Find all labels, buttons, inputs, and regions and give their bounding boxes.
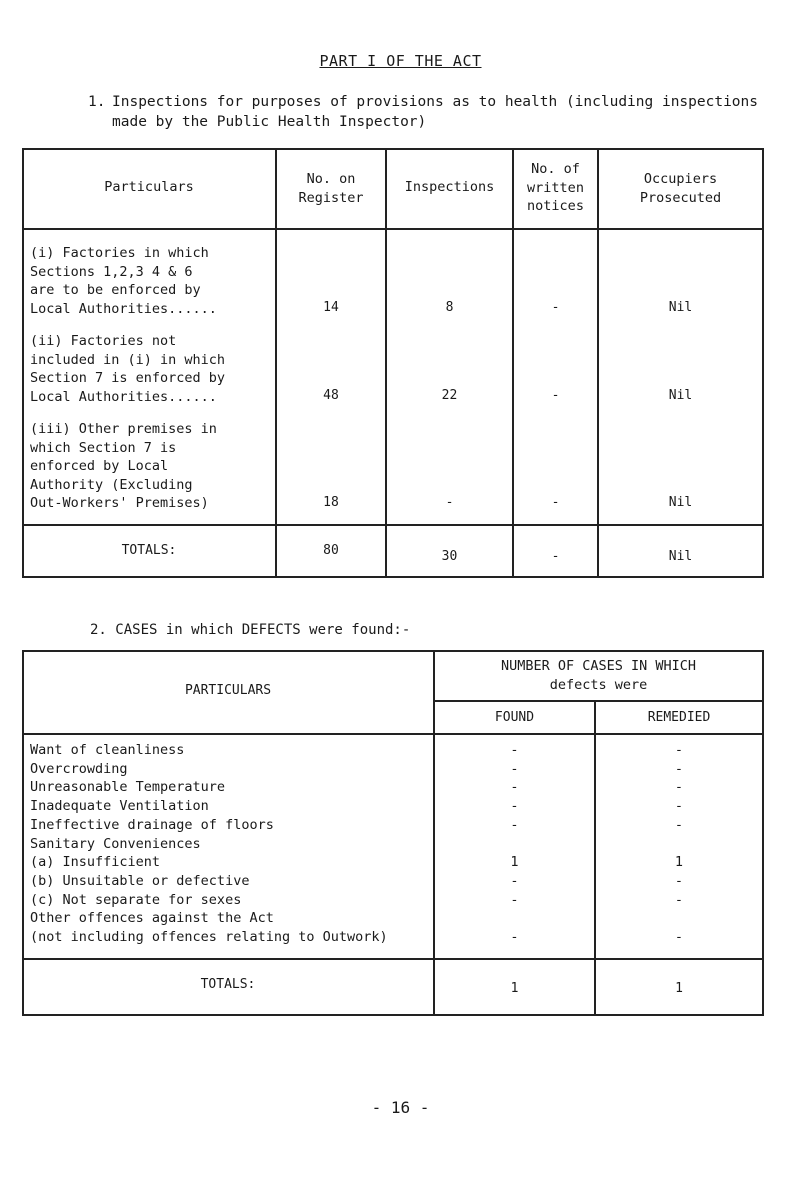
remedied-value: -	[674, 891, 684, 908]
found-value: -	[510, 760, 519, 777]
header-number-of-cases: NUMBER OF CASES IN WHICH defects were	[500, 658, 697, 693]
totals-register: 80	[323, 543, 339, 558]
row1-register: 14	[323, 300, 339, 315]
header-register: No. on Register	[298, 171, 364, 206]
section-1-number: 1.	[88, 94, 106, 110]
header-particulars: Particulars	[104, 179, 194, 195]
row1-prosecuted: Nil	[668, 300, 693, 315]
remedied-value: -	[674, 742, 684, 758]
section-1-intro	[88, 92, 768, 132]
remedied-value: -	[674, 816, 684, 833]
totals-inspections: 30	[441, 549, 458, 564]
page-number: - 16 -	[371, 1098, 430, 1117]
header-particulars-2: PARTICULARS	[184, 683, 272, 698]
row3-inspections: -	[445, 495, 454, 510]
totals-prosecuted: Nil	[668, 549, 693, 564]
row1-inspections: 8	[445, 300, 454, 315]
found-value: -	[510, 929, 519, 945]
row2-notices: -	[551, 388, 560, 403]
found-value: -	[510, 742, 519, 758]
list-item: (b) Unsuitable or defective	[30, 872, 250, 889]
row2-register: 48	[323, 388, 339, 403]
row1-notices: -	[551, 300, 560, 315]
totals-found: 1	[510, 981, 519, 996]
remedied-value: 1	[674, 854, 684, 871]
list-item: (c) Not separate for sexes	[30, 891, 242, 908]
found-value: -	[510, 779, 519, 796]
remedied-value: -	[674, 760, 684, 777]
row3-notices: -	[551, 495, 560, 510]
list-item: Other offences against the Act	[30, 910, 274, 927]
list-item: Inadequate Ventilation	[30, 798, 209, 815]
header-found: FOUND	[494, 710, 535, 725]
remedied-value: -	[674, 779, 684, 796]
section-2-heading: 2. CASES in which DEFECTS were found:-	[90, 622, 411, 638]
remedied-value: -	[674, 929, 684, 945]
remedied-value: -	[674, 872, 684, 889]
header-notices: No. of written notices	[527, 161, 584, 214]
totals-label: TOTALS:	[121, 543, 177, 558]
list-item: (not including offences relating to Outwork)	[30, 929, 388, 945]
list-item: Want of cleanliness	[30, 742, 185, 758]
totals-notices: -	[551, 549, 560, 564]
list-item: Unreasonable Temperature	[30, 779, 226, 796]
table-row-label: (ii) Factories not included in (i) in which Section 7 is enforced by Local Authorities......	[30, 333, 226, 405]
found-value: -	[510, 891, 519, 908]
page-heading: PART I OF THE ACT	[319, 52, 482, 70]
table-row-label: (iii) Other premises in which Section 7 is enforced by Local Authority (Excluding Out-Workers' Premises)	[30, 421, 217, 511]
found-value: -	[510, 872, 519, 889]
row3-prosecuted: Nil	[668, 495, 693, 510]
totals-remedied: 1	[675, 981, 683, 996]
list-item: (a) Insufficient	[30, 854, 161, 871]
table-row-label: (i) Factories in which Sections 1,2,3 4 & 6 are to be enforced by Local Authorities......	[30, 245, 217, 317]
remedied-value: -	[674, 798, 684, 815]
header-remedied: REMEDIED	[647, 710, 711, 725]
list-item: Ineffective drainage of floors	[30, 816, 274, 833]
header-prosecuted: Occupiers Prosecuted	[639, 171, 722, 206]
section-1-text-line-1: Inspections for purposes of provisions as to health (including inspections	[112, 94, 759, 110]
totals-label-2: TOTALS:	[200, 977, 256, 992]
section-1-text-line-2: made by the Public Health Inspector)	[112, 114, 427, 130]
header-inspections: Inspections	[404, 179, 495, 195]
row2-prosecuted: Nil	[668, 388, 693, 403]
found-value: -	[510, 798, 519, 815]
list-item: Sanitary Conveniences	[30, 835, 201, 852]
found-value: -	[510, 816, 519, 833]
list-item: Overcrowding	[30, 760, 128, 777]
row2-inspections: 22	[441, 388, 458, 403]
row3-register: 18	[323, 495, 339, 510]
found-value: 1	[510, 854, 519, 871]
